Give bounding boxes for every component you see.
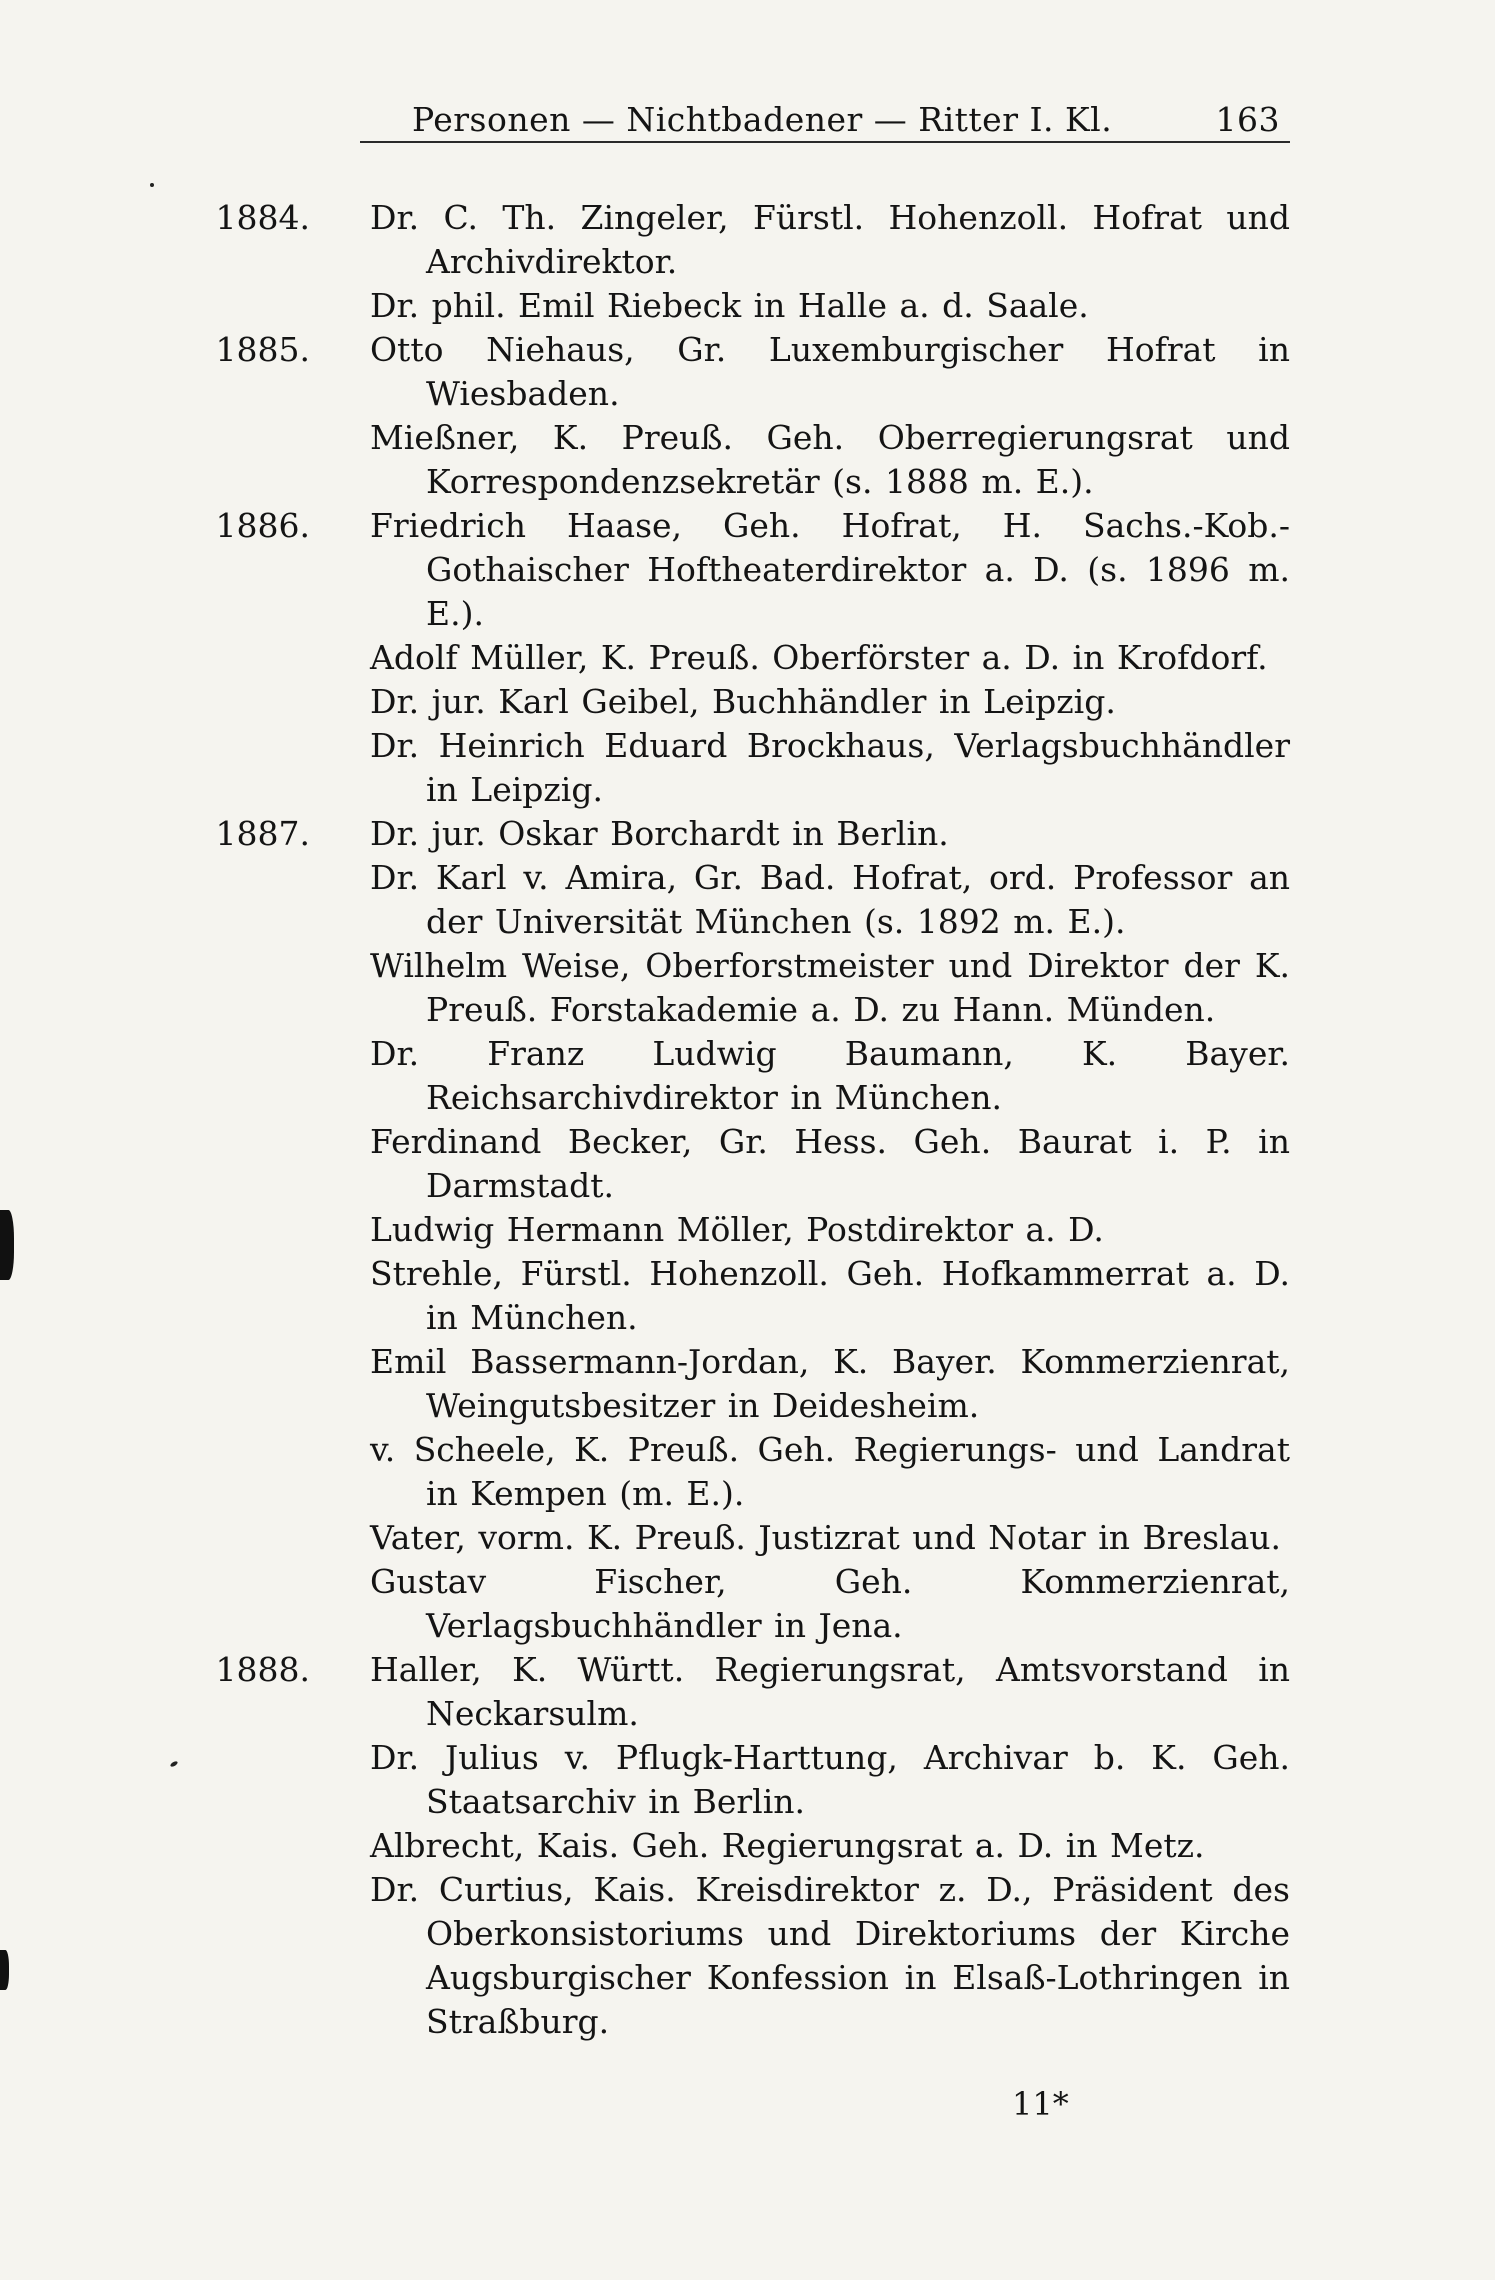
binding-mark	[0, 1210, 14, 1280]
entries-list	[190, 196, 1290, 2044]
list-item: Gustav Fischer, Geh. Kommerzienrat, Verlagsbuchhändler in Jena.	[370, 1562, 1290, 1645]
list-item: Friedrich Haase, Geh. Hofrat, H. Sachs.-Kob.-Gothaischer Hoftheaterdirektor a. D. (s. 1896 m. E.).	[370, 506, 1290, 633]
running-header	[360, 92, 1290, 142]
list-item: Vater, vorm. K. Preuß. Justizrat und Notar in Breslau.	[370, 1518, 1282, 1557]
list-item: Otto Niehaus, Gr. Luxemburgischer Hofrat in Wiesbaden.	[370, 330, 1290, 413]
list-item: Dr. jur. Karl Geibel, Buchhändler in Leipzig.	[370, 682, 1116, 721]
list-item: Dr. phil. Emil Riebeck in Halle a. d. Saale.	[370, 286, 1089, 325]
header-rule	[360, 141, 1290, 143]
year-label: 1884.	[215, 198, 310, 237]
list-item: Mießner, K. Preuß. Geh. Oberregierungsrat und Korrespondenzsekretär (s. 1888 m. E.).	[370, 418, 1290, 501]
list-item: v. Scheele, K. Preuß. Geh. Regierungs- und Landrat in Kempen (m. E.).	[370, 1430, 1290, 1513]
list-item: Haller, K. Württ. Regierungsrat, Amtsvorstand in Neckarsulm.	[370, 1650, 1290, 1733]
year-label: 1888.	[215, 1650, 310, 1689]
year-block-1884	[190, 196, 1290, 328]
year-label: 1887.	[215, 814, 310, 853]
year-block-1887	[190, 812, 1290, 1648]
list-item: Emil Bassermann-Jordan, K. Bayer. Kommerzienrat, Weingutsbesitzer in Deidesheim.	[370, 1342, 1290, 1425]
list-item: Wilhelm Weise, Oberforstmeister und Direktor der K. Preuß. Forstakademie a. D. zu Hann. Münden.	[370, 946, 1290, 1029]
year-label: 1886.	[215, 506, 310, 545]
signature-mark: 11*	[1012, 2085, 1069, 2123]
list-item: Dr. Heinrich Eduard Brockhaus, Verlagsbuchhändler in Leipzig.	[370, 726, 1290, 809]
list-item: Dr. jur. Oskar Borchardt in Berlin.	[370, 814, 949, 853]
running-title: Personen — Nichtbadener — Ritter I. Kl.	[412, 100, 1113, 139]
list-item: Strehle, Fürstl. Hohenzoll. Geh. Hofkammerrat a. D. in München.	[370, 1254, 1290, 1337]
list-item: Ludwig Hermann Möller, Postdirektor a. D.	[370, 1210, 1104, 1249]
list-item: Dr. Franz Ludwig Baumann, K. Bayer. Reichsarchivdirektor in München.	[370, 1034, 1290, 1117]
list-item: Dr. Curtius, Kais. Kreisdirektor z. D., Präsident des Oberkonsistoriums und Direktoriums der Kirche Augsburgischer Konfession in Elsaß-Lothringen in Straßburg.	[370, 1870, 1290, 2041]
binding-mark	[0, 1950, 9, 1990]
year-label: 1885.	[215, 330, 310, 369]
page-number: 163	[1215, 100, 1280, 139]
list-item: Dr. Karl v. Amira, Gr. Bad. Hofrat, ord. Professor an der Universität München (s. 1892 m. E.).	[370, 858, 1290, 941]
list-item: Adolf Müller, K. Preuß. Oberförster a. D. in Krofdorf.	[370, 638, 1268, 677]
list-item: Albrecht, Kais. Geh. Regierungsrat a. D. in Metz.	[370, 1826, 1205, 1865]
year-block-1886	[190, 504, 1290, 812]
ink-speck	[150, 183, 154, 187]
list-item: Dr. Julius v. Pflugk-Harttung, Archivar b. K. Geh. Staatsarchiv in Berlin.	[370, 1738, 1290, 1821]
year-block-1885	[190, 328, 1290, 504]
ink-speck	[170, 1760, 179, 1767]
list-item: Ferdinand Becker, Gr. Hess. Geh. Baurat i. P. in Darmstadt.	[370, 1122, 1290, 1205]
list-item: Dr. C. Th. Zingeler, Fürstl. Hohenzoll. Hofrat und Archivdirektor.	[370, 198, 1290, 281]
year-block-1888	[190, 1648, 1290, 2044]
